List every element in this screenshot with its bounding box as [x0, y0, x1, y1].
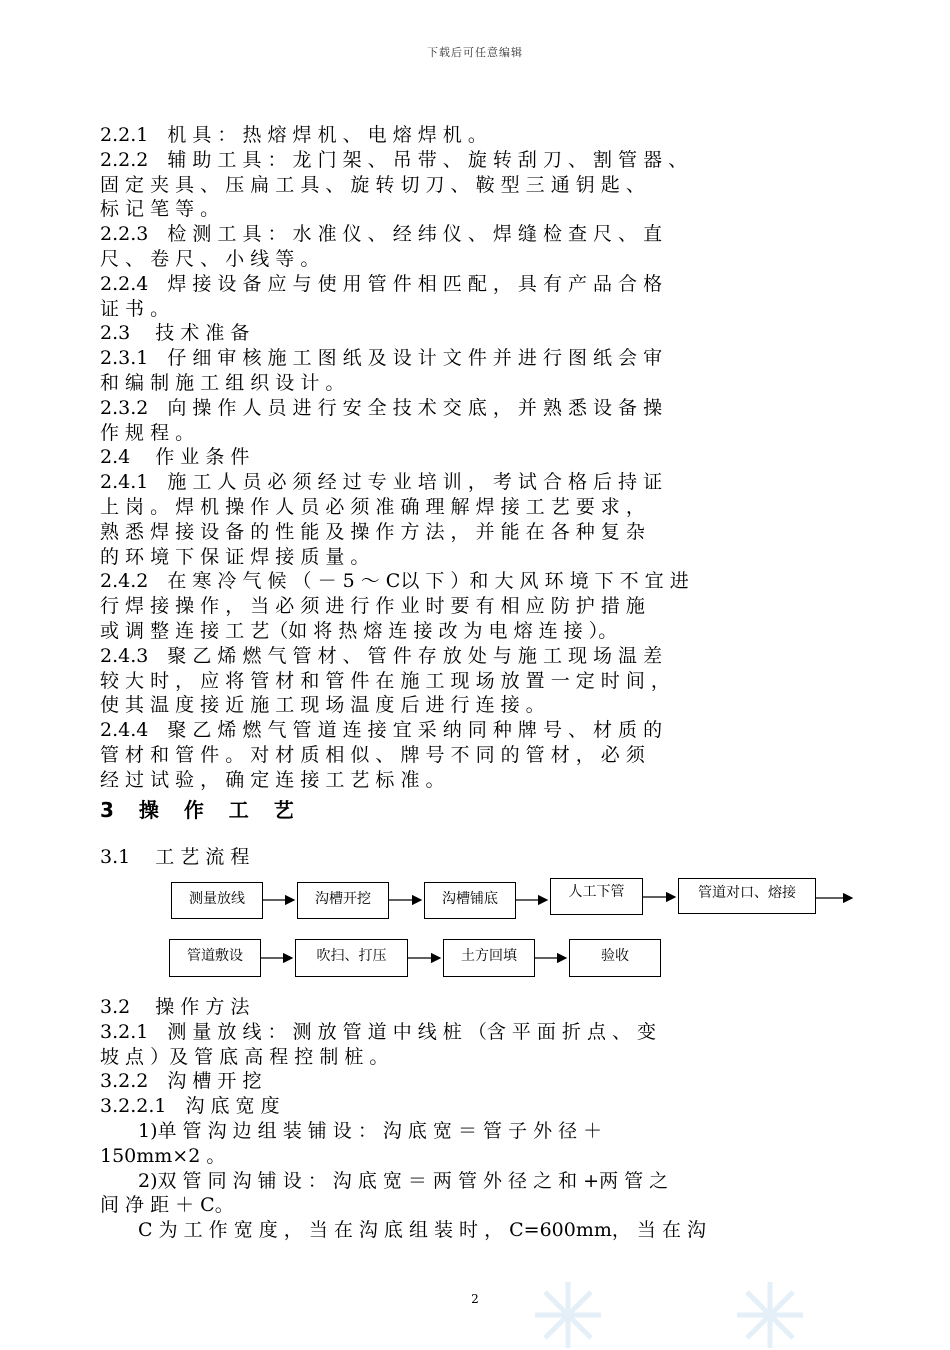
text-line: 固 定 夹 具 、 压 扁 工 具 、 旋 转 切 刀 、 鞍 型 三 通 钥 匙 、	[100, 173, 645, 196]
page-header: 下载后可任意编辑	[427, 46, 523, 59]
text-line: 2.2.3 检 测 工 具 ： 水 准 仪 、 经 纬 仪 、 焊 缝 检 查 尺 、 直	[100, 223, 663, 246]
text-line: 管 材 和 管 件 。 对 材 质 相 似 、 牌 号 不 同 的 管 材 ， 必 须	[100, 744, 645, 766]
subsection-3-1-title: 3.1 工 艺 流 程	[100, 846, 250, 868]
text-line: 2)双 管 同 沟 铺 设 ： 沟 底 宽 ＝ 两 管 外 径 之 和 +两 管 之	[100, 1169, 669, 1192]
flow-step: 土方回填	[443, 939, 535, 977]
section-3-title: 3 操 作 工 艺	[100, 798, 303, 822]
text-line: 坡 点 ）及 管 底 高 程 控 制 桩 。	[100, 1045, 389, 1068]
text-line: 行 焊 接 操 作 ， 当 必 须 进 行 作 业 时 要 有 相 应 防 护 措 施	[100, 595, 645, 618]
text-line: 2.3.2 向 操 作 人 员 进 行 安 全 技 术 交 底 ， 并 熟 悉 设 备 操	[100, 396, 663, 419]
text-line: 证 书 。	[100, 297, 170, 320]
page-number: 2	[471, 1292, 479, 1306]
text-line: 经 过 试 验 ， 确 定 连 接 工 艺 标 准 。	[100, 768, 445, 791]
text-line: 和 编 制 施 工 组 织 设 计 。	[100, 372, 345, 394]
text-line: 2.4 作 业 条 件	[100, 446, 250, 469]
text-line: 3.2 操 作 方 法	[100, 996, 250, 1018]
text-line: 3.2.2.1 沟 底 宽 度	[100, 1095, 280, 1118]
text-line: 3.2.1 测 量 放 线 ： 测 放 管 道 中 线 桩 （含 平 面 折 点 、 变	[100, 1020, 657, 1043]
text-line: 2.2.1 机 具 ： 热 熔 焊 机 、 电 熔 焊 机 。	[100, 124, 487, 146]
watermark-snowflake-icon	[735, 1280, 805, 1350]
flow-step: 测量放线	[171, 882, 263, 919]
text-line: 2.4.1 施 工 人 员 必 须 经 过 专 业 培 训 ， 考 试 合 格 后 持 证	[100, 471, 663, 494]
text-line: 2.4.4 聚 乙 烯 燃 气 管 道 连 接 宜 采 纳 同 种 牌 号 、 材 质 的	[100, 719, 663, 742]
text-line: 使 其 温 度 接 近 施 工 现 场 温 度 后 进 行 连 接 。	[100, 694, 545, 717]
text-line: 标 记 笔 等 。	[100, 198, 220, 221]
flow-step: 沟槽铺底	[424, 882, 516, 919]
flow-step: 管道对口、熔接	[678, 878, 816, 914]
text-line: 作 规 程 。	[100, 421, 195, 444]
watermark-snowflake-icon	[533, 1280, 603, 1350]
text-line: 2.2.4 焊 接 设 备 应 与 使 用 管 件 相 匹 配 ， 具 有 产 品 合 格	[100, 272, 663, 295]
text-line: 尺 、 卷 尺 、 小 线 等 。	[100, 248, 320, 270]
text-line: 的 环 境 下 保 证 焊 接 质 量 。	[100, 545, 370, 568]
text-line: 较 大 时 ， 应 将 管 材 和 管 件 在 施 工 现 场 放 置 一 定 时 间 ，	[100, 669, 670, 692]
text-line: C 为 工 作 宽 度 ， 当 在 沟 底 组 装 时 ， C=600mm， 当 在 沟	[100, 1219, 707, 1242]
text-line: 2.2.2 辅 助 工 具 ： 龙 门 架 、 吊 带 、 旋 转 刮 刀 、 割 管 器 、	[100, 148, 688, 171]
text-line: 3.2.2 沟 槽 开 挖	[100, 1070, 262, 1093]
text-line: 150mm×2 。	[100, 1144, 226, 1167]
flow-step: 人工下管	[550, 878, 643, 915]
flow-step: 沟槽开挖	[297, 882, 389, 919]
flow-step: 验收	[569, 939, 661, 977]
text-line: 间 净 距 ＋ C。	[100, 1194, 234, 1217]
text-line: 熟 悉 焊 接 设 备 的 性 能 及 操 作 方 法 ， 并 能 在 各 种 复 杂	[100, 520, 645, 543]
flow-step: 吹扫、打压	[295, 939, 408, 977]
text-line: 或 调 整 连 接 工 艺（如 将 热 熔 连 接 改 为 电 熔 连 接 ）。	[100, 620, 618, 642]
text-line: 2.3.1 仔 细 审 核 施 工 图 纸 及 设 计 文 件 并 进 行 图 纸 会 审	[100, 347, 663, 370]
text-line: 上 岗 。 焊 机 操 作 人 员 必 须 准 确 理 解 焊 接 工 艺 要 求 ，	[100, 496, 645, 518]
text-line: 1)单 管 沟 边 组 装 铺 设 ： 沟 底 宽 ＝ 管 子 外 径 ＋	[100, 1120, 603, 1142]
text-line: 2.3 技 术 准 备	[100, 322, 250, 345]
flow-step: 管道敷设	[169, 939, 261, 977]
text-line: 2.4.3 聚 乙 烯 燃 气 管 材 、 管 件 存 放 处 与 施 工 现 场 温 差	[100, 644, 663, 667]
text-line: 2.4.2 在 寒 冷 气 候 （ － 5 ～ C以 下 ）和 大 风 环 境 下 不 宜 进	[100, 570, 689, 593]
